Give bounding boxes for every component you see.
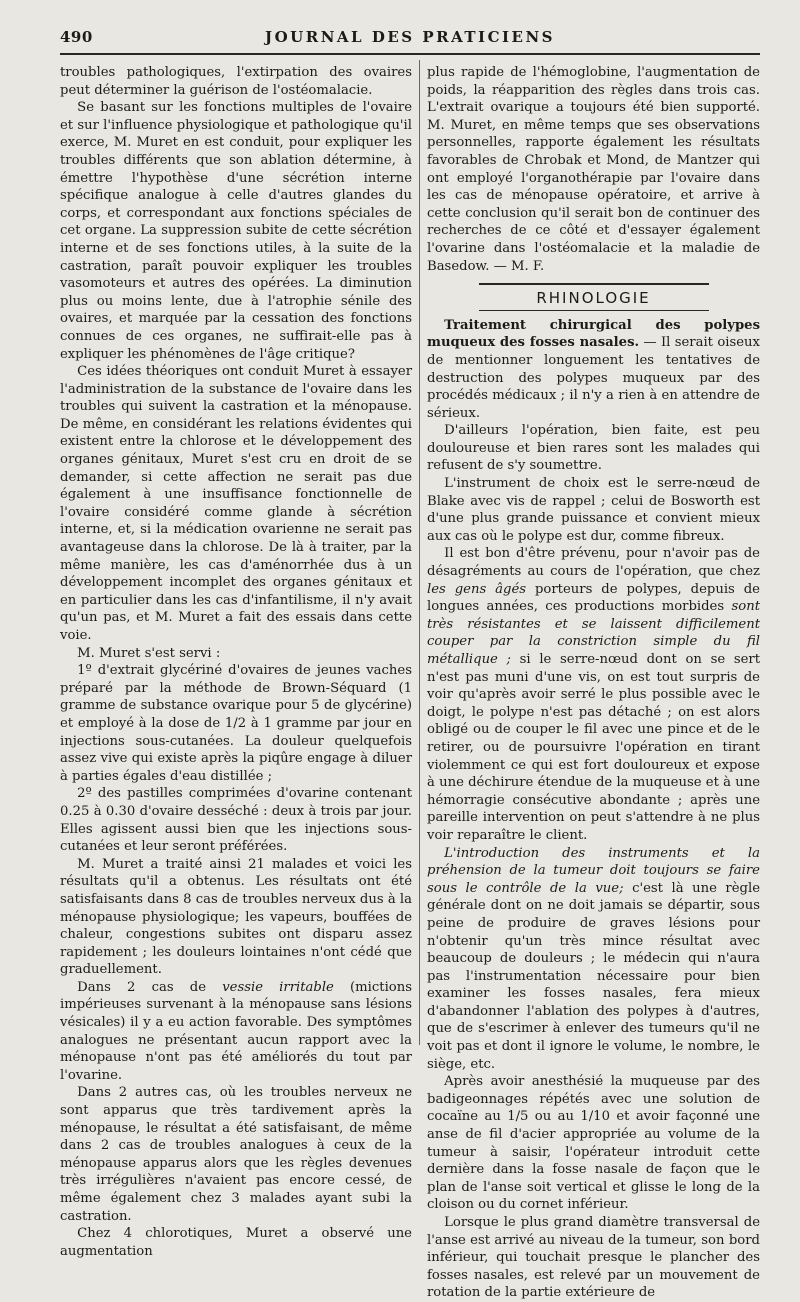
page-number: 490 xyxy=(60,28,93,46)
paragraph: 2º des pastilles comprimées d'ovarine contenant 0.25 à 0.30 d'ovaire desséché : deux à trois par jour. Elles agissent aussi bien que les injections sous-cutanées et leur seront préférées. xyxy=(60,786,412,855)
italic-text: les gens âgés xyxy=(427,581,527,597)
text-run: porteurs de polypes, depuis de longues années, ces productions morbides xyxy=(427,581,760,615)
page-header xyxy=(60,28,760,50)
section-title: RHINOLOGIE xyxy=(536,289,651,308)
right-column xyxy=(427,64,760,1302)
text-run: Dans 2 cas de xyxy=(77,979,223,995)
column-divider xyxy=(419,60,420,1045)
paragraph: M. Muret a traité ainsi 21 malades et voici les résultats qu'il a obtenus. Les résultats ont été satisfaisants dans 8 cas de troubles nerveux dus à la ménopause physiologique; les vapeurs, bouffées de chaleur, congestions subites ont disparu assez rapidement ; les douleurs lointaines n'ont cédé que graduellement. xyxy=(60,856,412,978)
paragraph: Se basant sur les fonctions multiples de l'ovaire et sur l'influence physiologique et pathologique qu'il exerce, M. Muret en est conduit, pour expliquer les troubles différents que son ablation détermine, à émettre l'hypothèse d'une sécrétion interne spécifique analogue à celle d'autres glandes du corps, et correspondant aux fonctions spéciales de cet organe. La suppression subite de cette sécrétion interne et de ses fonctions utiles, à la suite de la castration, paraît pouvoir expliquer les troubles vasomoteurs et autres des opérées. La diminution plus ou moins lente, due à l'atrophie sénile des ovaires, et marquée par la cessation des fonctions connues de ces organes, ne suffirait-elle pas à expliquer les phénomènes de l'âge critique? xyxy=(60,100,412,362)
text-run: Il est bon d'être prévenu, pour n'avoir pas de désagréments au cours de l'opération, que chez xyxy=(427,546,760,580)
section-rule xyxy=(479,283,709,285)
paragraph: Après avoir anesthésié la muqueuse par des badigeonnages répétés avec une solution de cocaïne au 1/5 ou au 1/10 et avoir façonné une anse de fil d'acier appropriée au volume de la tumeur à saisir, l'opérateur introduit cette dernière dans la fosse nasale de façon que le plan de l'anse soit vertical et glisse le long de la cloison ou du cornet inférieur. xyxy=(427,1074,760,1213)
paragraph: M. Muret s'est servi : xyxy=(77,645,221,661)
journal-title: JOURNAL DES PRATICIENS xyxy=(265,28,555,46)
paragraph: Ces idées théoriques ont conduit Muret à essayer l'administration de la substance de l'ovaire dans les troubles qui suivent la castration et la ménopause. De même, en considérant les relations évidentes qui existent entre la chlorose et le développement des organes génitaux, Muret s'est cru en droit de se demander, si cette affection ne serait pas due également à une insuffisance fonctionnelle de l'ovaire considéré comme glande à sécrétion interne, et, si la médication ovarienne ne serait pas avantageuse dans la chlorose. De là à traiter, par la même manière, les cas d'aménorrhée dus à un développement incomplet des organes génitaux et en particulier dans les cas d'infantilisme, il n'y avait qu'un pas, et M. Muret a fait des essais dans cette voie. xyxy=(60,364,412,643)
paragraph: Dans 2 autres cas, où les troubles nerveux ne sont apparus que très tardivement après la ménopause, le résultat a été satisfaisant, de même dans 2 cas de troubles analogues à ceux de la ménopause apparus alors que les règles devenues très irrégulières n'avaient pas encore cessé, de même également chez 3 malades ayant subi la castration. xyxy=(60,1085,412,1224)
italic-text: sont très résistantes et se laissent difficilement couper par la constriction simple du fil métallique ; xyxy=(427,599,760,667)
text-run: — Il serait oiseux de mentionner longuement les tentatives de destruction des polypes muqueux par des procédés médicaux ; il n'y a rien à en attendre de sérieux. xyxy=(427,335,760,421)
section-heading xyxy=(427,283,760,311)
paragraph xyxy=(427,545,760,844)
paragraph: 1º d'extrait glycériné d'ovaires de jeunes vaches préparé par la méthode de Brown-Séquard (1 gramme de substance ovarique pour 5 de glycérine) et employé à la dose de 1/2 à 1 gramme par jour en injections sous-cutanées. La douleur quelquefois assez vive qui existe après la piqûre engage à diluer à parties égales d'eau distillée ; xyxy=(60,663,412,784)
left-column xyxy=(60,64,412,1260)
italic-text: L'introduction des instruments et la préhension de la tumeur doit toujours se faire sous le contrôle de la vue; xyxy=(427,845,760,896)
paragraph: Chez 4 chlorotiques, Muret a observé une augmentation xyxy=(60,1226,412,1259)
paragraph: Lorsque le plus grand diamètre transversal de l'anse est arrivé au niveau de la tumeur, son bord inférieur, qui touchait presque le plancher des fosses nasales, est relevé par un mouvement de rotation de la partie extérieure de xyxy=(427,1215,760,1301)
paragraph xyxy=(427,317,760,423)
paragraph: troubles pathologiques, l'extirpation des ovaires peut déterminer la guérison de l'ostéomalacie. xyxy=(60,65,412,98)
paragraph: D'ailleurs l'opération, bien faite, est peu douloureuse et bien rares sont les malades qui refusent de s'y soumettre. xyxy=(427,423,760,474)
header-rule xyxy=(60,53,760,55)
paragraph xyxy=(427,845,760,1074)
section-rule xyxy=(479,310,709,311)
text-run: c'est là une règle générale dont on ne doit jamais se départir, sous peine de produire de graves lésions pour n'obtenir qu'un très mince résultat avec beaucoup de douleurs ; le médecin qui n'aura pas l'instrumentation nécessaire pour bien examiner les fosses nasales, fera mieux d'abandonner l'ablation des polypes à d'autres, que de s'escrimer à enlever des tumeurs qu'il ne voit pas et dont il ignore le volume, le nombre, le siège, etc. xyxy=(427,880,760,1072)
article-title: Traitement chirurgical des polypes muqueux des fosses nasales. xyxy=(427,317,760,351)
text-run: (mictions impérieuses survenant à la ménopause sans lésions vésicales) il y a eu action favorable. Des symptômes analogues ne présentant aucun rapport avec la ménopause n'ont pas été améliorés du tout par l'ovarine. xyxy=(60,979,412,1083)
text-run: si le serre-nœud dont on se sert n'est pas muni d'une vis, on est tout surpris de voir qu'après avoir serré le plus possible avec le doigt, le polype n'est pas détaché ; on est alors obligé ou de couper le fil avec une pince et de le retirer, ou de poursuivre l'opération en tirant violemment ce qui est fort douloureux et expose à une déchirure étendue de la muqueuse et à une hémorragie consécutive abondante ; après une pareille intervention on peut s'attendre à ne plus voir reparaître le client. xyxy=(427,652,760,843)
paragraph: plus rapide de l'hémoglobine, l'augmentation de poids, la réapparition des règles dans trois cas. L'extrait ovarique a toujours été bien supporté. M. Muret, en même temps que ses observations personnelles, rapporte également les résultats favorables de Chrobak et Mond, de Mantzer qui ont employé l'organothérapie par l'ovaire dans les cas de ménopause opératoire, et arrive à cette conclusion qu'il serait bon de continuer des recherches de ce côté et d'essayer également l'ovarine dans l'ostéomalacie et la maladie de Basedow. — M. F. xyxy=(427,65,760,274)
italic-text: vessie irritable xyxy=(222,979,334,995)
paragraph xyxy=(60,979,412,1085)
paragraph: L'instrument de choix est le serre-nœud de Blake avec vis de rappel ; celui de Bosworth est d'une plus grande puissance et convient mieux aux cas où le polype est dur, comme fibreux. xyxy=(427,476,760,544)
